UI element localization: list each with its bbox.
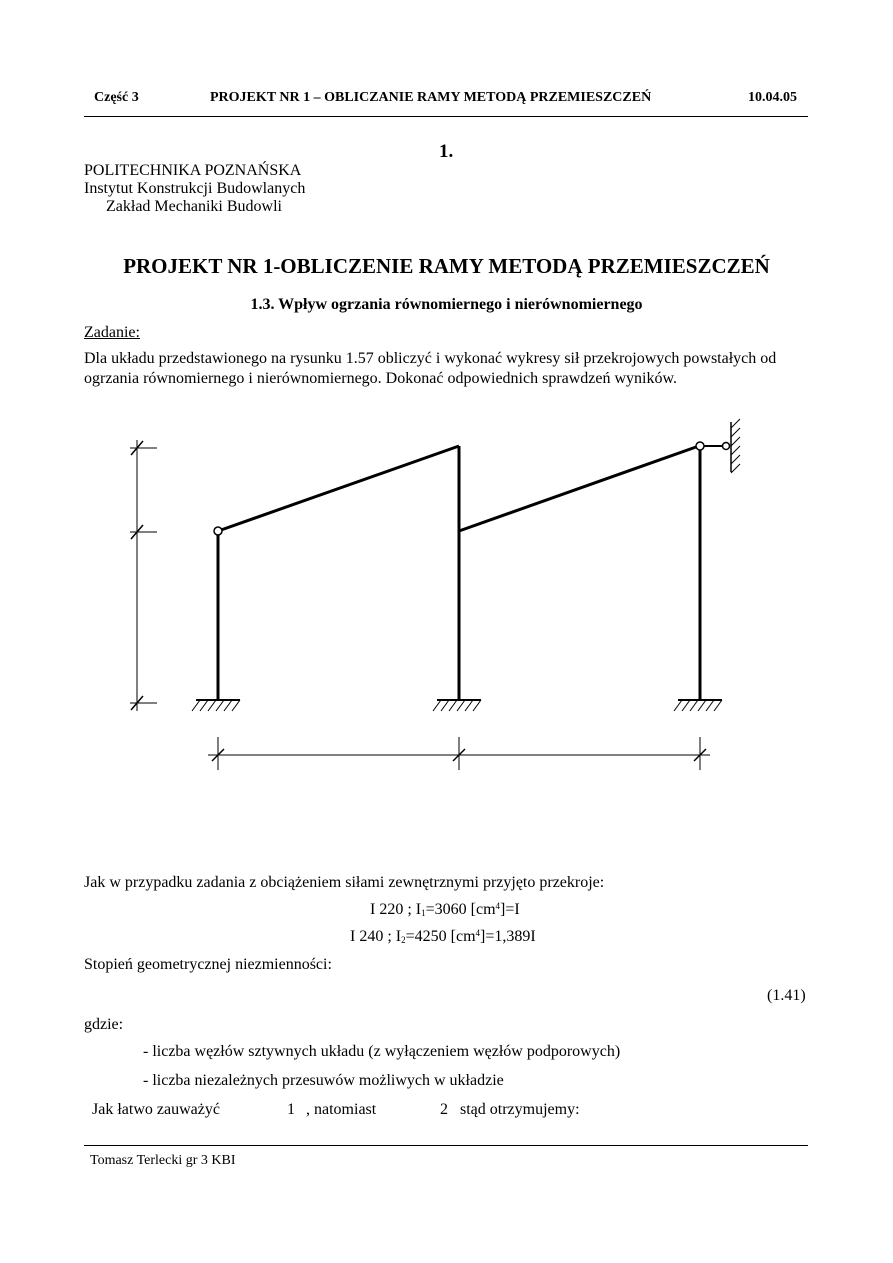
wall-hatch	[731, 464, 740, 473]
equation-number: (1.41)	[767, 987, 806, 1004]
task-line-2: ogrzania równomiernego i nierównomiernego. Dokonać odpowiednich sprawdzeń wyników.	[84, 370, 678, 387]
left-girder	[221, 446, 459, 530]
task-label: Zadanie:	[84, 324, 140, 341]
section-i220: I 220 ; $I_1=3060$ $[cm^4]=I$	[370, 901, 520, 918]
value-2: 2	[440, 1101, 448, 1118]
page-title: PROJEKT NR 1-OBLICZENIE RAMY METODĄ PRZEMIESZCZEŃ	[123, 254, 770, 278]
section-i240: I 240 ; $I_2=4250$ $[cm^4]=1,389I$	[350, 928, 536, 945]
page-number: 1.	[439, 141, 454, 162]
whereas-text: , natomiast	[306, 1101, 377, 1118]
header-part: Część 3	[94, 90, 139, 105]
left-support-hatch	[192, 700, 240, 711]
wall-hatch	[731, 455, 740, 464]
footer-divider	[84, 1145, 808, 1146]
where-label: gdzie:	[84, 1016, 124, 1033]
sections-intro: Jak w przypadku zadania z obciążeniem siłami zewnętrznymi przyjęto przekroje:	[84, 874, 605, 891]
task-line-1: Dla układu przedstawionego na rysunku 1.57 obliczyć i wykonać wykresy sił przekrojowych powstałych od	[84, 350, 777, 367]
stability-label: Stopień geometrycznej niezmienności:	[84, 956, 332, 973]
institution-department: Zakład Mechaniki Budowli	[106, 198, 282, 215]
header-date: 10.04.05	[748, 90, 797, 105]
link-hinge	[723, 443, 730, 450]
wall-hatch	[731, 446, 740, 455]
frame-diagram	[0, 400, 893, 780]
wall-hatch	[731, 419, 740, 428]
left-hinge	[214, 527, 222, 535]
wall-hatch	[731, 437, 740, 446]
header-title: PROJEKT NR 1 – OBLICZANIE RAMY METODĄ PRZEMIESZCZEŃ	[210, 90, 652, 105]
footer-author: Tomasz Terlecki gr 3 KBI	[90, 1153, 236, 1168]
right-support-hatch	[674, 700, 722, 711]
definition-item-1: - liczba węzłów sztywnych układu (z wyłączeniem węzłów podporowych)	[143, 1043, 621, 1060]
hence-text: stąd otrzymujemy:	[460, 1101, 580, 1118]
right-girder	[459, 447, 696, 531]
observation-text: Jak łatwo zauważyć	[92, 1101, 220, 1118]
middle-support-hatch	[433, 700, 481, 711]
definition-item-2: - liczba niezależnych przesuwów możliwych w układzie	[143, 1072, 504, 1089]
institution-name: POLITECHNIKA POZNAŃSKA	[84, 162, 302, 179]
section-title: 1.3. Wpływ ogrzania równomiernego i nierównomiernego	[250, 296, 643, 313]
right-hinge	[696, 442, 704, 450]
wall-hatch	[731, 428, 740, 437]
header-divider	[84, 116, 808, 117]
institution-institute: Instytut Konstrukcji Budowlanych	[84, 180, 306, 197]
value-1: 1	[287, 1101, 295, 1118]
